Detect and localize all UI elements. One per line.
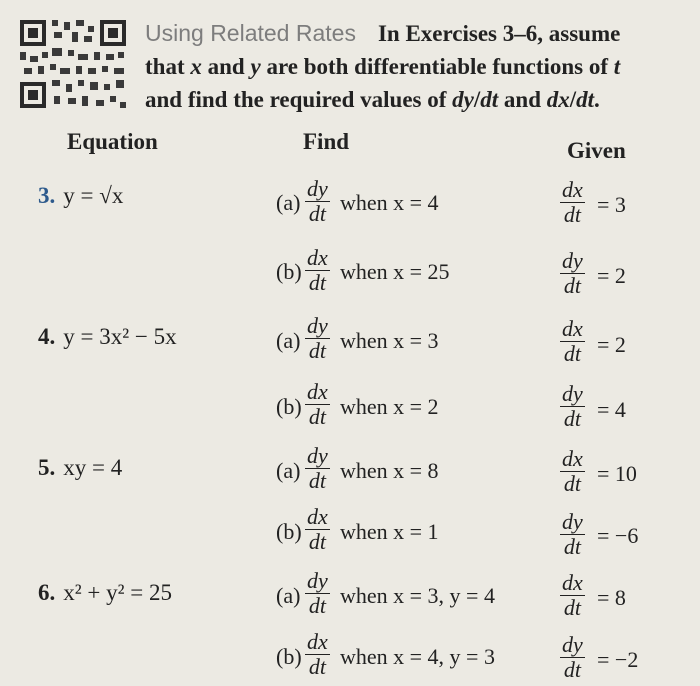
when-condition: when x = 3, y = 4	[340, 583, 495, 608]
header-line-3: and find the required values of dy/dt and dx/dt.	[145, 87, 600, 112]
equation-text: y = 3x² − 5x	[63, 324, 177, 349]
qr-code-icon	[18, 18, 128, 110]
given-derivative: $\frac{dx}{dt}$	[562, 177, 583, 227]
exercise-number: 3.	[38, 183, 56, 208]
find-derivative: $\frac{dy}{dt}$	[307, 176, 328, 226]
part-label: (a)	[276, 458, 301, 483]
when-condition: when x = 8	[340, 458, 439, 483]
given-value: = −6	[597, 523, 639, 548]
equation-text: y = √x	[63, 183, 124, 208]
part-label: (b)	[276, 394, 302, 419]
part-label: (b)	[276, 519, 302, 544]
given-value: = −2	[597, 647, 639, 672]
header-line-1	[145, 17, 690, 50]
column-header-equation: Equation	[67, 129, 158, 154]
given-derivative: $\frac{dy}{dt}$	[562, 248, 583, 298]
find-derivative: $\frac{dx}{dt}$	[307, 379, 328, 429]
when-condition: when x = 3	[340, 328, 439, 353]
given-value: = 2	[597, 332, 626, 357]
when-condition: when x = 4, y = 3	[340, 644, 495, 669]
given-derivative: $\frac{dx}{dt}$	[562, 316, 583, 366]
given-derivative: $\frac{dy}{dt}$	[562, 381, 583, 431]
given-derivative: $\frac{dx}{dt}$	[562, 570, 583, 620]
exercise-number: 6.	[38, 580, 56, 605]
given-value: = 8	[597, 585, 626, 610]
column-header-given: Given	[567, 138, 626, 163]
when-condition: when x = 1	[340, 519, 439, 544]
when-condition: when x = 25	[340, 259, 450, 284]
find-derivative: $\frac{dx}{dt}$	[307, 245, 328, 295]
exercise-6-equation	[38, 580, 172, 606]
when-condition: when x = 4	[340, 190, 439, 215]
part-label: (a)	[276, 583, 301, 608]
given-value: = 3	[597, 192, 626, 217]
find-derivative: $\frac{dx}{dt}$	[307, 629, 328, 679]
column-header-find: Find	[303, 129, 350, 154]
part-label: (b)	[276, 644, 302, 669]
find-derivative: $\frac{dy}{dt}$	[307, 313, 328, 363]
exercise-number: 4.	[38, 324, 56, 349]
find-derivative: $\frac{dy}{dt}$	[307, 443, 328, 493]
header-intro: In Exercises 3–6, assume	[377, 21, 621, 46]
find-derivative: $\frac{dy}{dt}$	[307, 568, 328, 618]
given-value: = 10	[597, 461, 637, 486]
exercise-header	[145, 17, 690, 116]
given-derivative: $\frac{dy}{dt}$	[562, 509, 583, 559]
header-line-2: that x and y are both differentiable functions of t	[145, 54, 621, 79]
exercise-5-equation	[38, 455, 122, 481]
when-condition: when x = 2	[340, 394, 439, 419]
section-title: Using Related Rates	[145, 20, 356, 46]
equation-text: xy = 4	[63, 455, 123, 480]
part-label: (a)	[276, 328, 301, 353]
given-value: = 4	[597, 397, 626, 422]
exercise-number: 5.	[38, 455, 56, 480]
part-label: (b)	[276, 259, 302, 284]
equation-text: x² + y² = 25	[63, 580, 172, 605]
given-value: = 2	[597, 263, 626, 288]
find-derivative: $\frac{dx}{dt}$	[307, 504, 328, 554]
given-derivative: $\frac{dy}{dt}$	[562, 632, 583, 682]
exercise-3-equation	[38, 183, 123, 209]
given-derivative: $\frac{dx}{dt}$	[562, 446, 583, 496]
part-label: (a)	[276, 190, 301, 215]
exercise-4-equation	[38, 324, 177, 350]
